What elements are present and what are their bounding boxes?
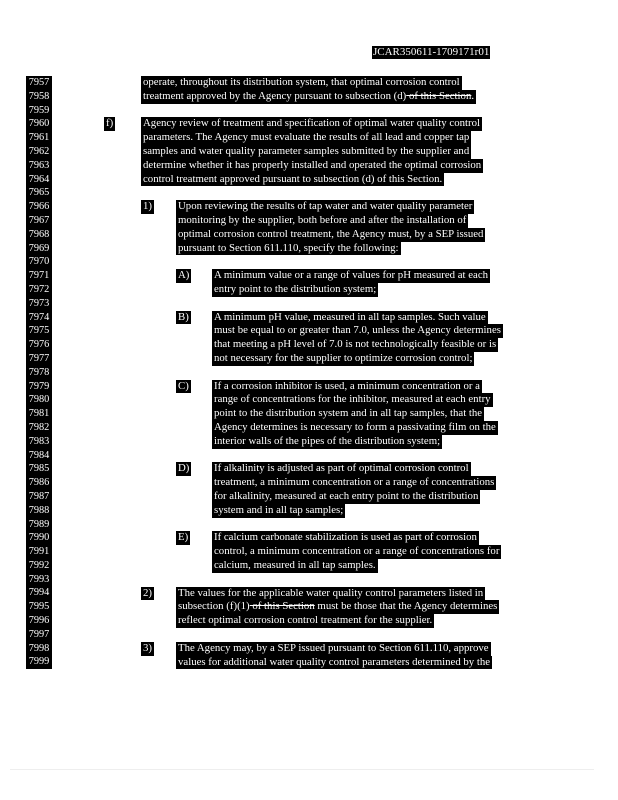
line-number: 7978 [28,366,50,378]
line-number: 7992 [28,559,50,571]
text-line: pursuant to Section 611.110, specify the following: [178,241,399,254]
line-number: 7966 [28,201,50,213]
struck-text: of this Section [249,600,315,613]
line-number: 7957 [28,77,50,88]
line-number: 7969 [28,242,50,254]
line-number: 7958 [28,90,50,102]
text-line: A minimum value or a range of values for pH measured at each [214,269,489,282]
text-line: calcium, measured in all tap samples. [214,558,376,571]
subsection-f-label: f) [106,117,114,130]
line-number: 7968 [28,228,50,240]
line-number: 7993 [28,573,50,585]
line-number: 7971 [28,270,50,282]
line-number: 7999 [28,656,50,668]
line-number: 7997 [28,628,50,640]
line-number: 7977 [28,352,50,364]
line-number: 7984 [28,449,50,461]
line-number: 7976 [28,339,50,351]
text-line: point to the distribution system and in all tap samples, that the [214,407,483,420]
item-c-paragraph [212,380,498,449]
text-line: that meeting a pH level of 7.0 is not technologically feasible or is [214,338,497,351]
item-d-label: D) [178,462,190,475]
line-number: 7979 [28,380,50,392]
item-a-label: A) [178,269,190,282]
line-number: 7987 [28,490,50,502]
line-number: 7996 [28,615,50,627]
line-number: 7965 [28,187,50,199]
text-line: optimal corrosion control treatment, the Agency must, by a SEP issued [178,227,484,240]
line-number: 7973 [28,297,50,309]
item-b-label: B) [178,310,189,323]
text-line: for alkalinity, measured at each entry point to the distribution [214,489,479,502]
line-number: 7967 [28,214,50,226]
item-d-paragraph [212,462,496,517]
text-line: parameters. The Agency must evaluate the results of all lead and copper tap [143,131,470,144]
line-number: 7994 [28,587,50,599]
line-number: 7983 [28,435,50,447]
text-line: system and in all tap samples; [214,503,344,516]
text-line: Upon reviewing the results of tap water and water quality parameter [178,200,473,213]
item-2-label: 2) [143,586,152,599]
line-number: 7962 [28,145,50,157]
text-line: subsection (f)(1) of this Section must be those that the Agency determines [178,600,498,613]
line-number: 7960 [28,118,50,130]
text-line: treatment, a minimum concentration or a range of concentrations [214,476,495,489]
text-line: samples and water quality parameter samples submitted by the supplier and [143,144,470,157]
footer-divider [10,769,594,770]
line-number: 7998 [28,642,50,654]
line-number: 7985 [28,463,50,475]
item-e-paragraph [212,531,501,572]
text-line: Agency review of treatment and specification of optimal water quality control [143,117,480,130]
item-1-paragraph [176,200,485,255]
text-line: must be equal to or greater than 7.0, unless the Agency determines [214,324,501,337]
item-3-label: 3) [143,641,152,654]
text-line: treatment approved by the Agency pursuant to subsection (d) of this Section. [143,89,475,102]
text-line: If calcium carbonate stabilization is used as part of corrosion [214,531,477,544]
line-number: 7986 [28,477,50,489]
line-number: 7963 [28,159,50,171]
line-number: 7959 [28,104,50,116]
line-number: 7990 [28,532,50,544]
item-a-paragraph [212,269,490,297]
item-c-label: C) [178,379,189,392]
line-number: 7981 [28,408,50,420]
line-number: 7970 [28,256,50,268]
text-line: monitoring by the supplier, both before and after the installation of [178,213,467,226]
text-line: control treatment approved pursuant to subsection (d) of this Section. [143,172,443,185]
subsection-f-paragraph [141,117,483,186]
intro-paragraph [141,76,476,104]
line-number: 7989 [28,518,50,530]
text-line: not necessary for the supplier to optimize corrosion control; [214,351,473,364]
item-e-label: E) [178,531,189,544]
text-line: If a corrosion inhibitor is used, a minimum concentration or a [214,379,480,392]
text-line: values for additional water quality control parameters determined by the [178,655,491,668]
line-number: 7975 [28,325,50,337]
line-number-column [26,76,52,669]
line-number: 7964 [28,173,50,185]
item-2-paragraph [176,587,499,628]
text-line: The values for the applicable water quality control parameters listed in [178,586,484,599]
document-header-code: JCAR350611-1709171r01 [373,46,490,58]
item-b-paragraph [212,311,503,366]
text-line: range of concentrations for the inhibitor, measured at each entry [214,393,491,406]
item-3-paragraph [176,642,492,670]
struck-text: of this Section [406,89,472,102]
line-number: 7961 [28,132,50,144]
item-1-label: 1) [143,200,152,213]
line-number: 7972 [28,283,50,295]
text-line: reflect optimal corrosion control treatment for the supplier. [178,614,433,627]
text-line: The Agency may, by a SEP issued pursuant to Section 611.110, approve [178,641,489,654]
line-number: 7991 [28,546,50,558]
text-line: A minimum pH value, measured in all tap samples. Such value [214,310,486,323]
line-number: 7982 [28,421,50,433]
text-line: control, a minimum concentration or a range of concentrations for [214,545,500,558]
text-line: entry point to the distribution system; [214,282,377,295]
line-number: 7974 [28,311,50,323]
text-line: operate, throughout its distribution system, that optimal corrosion control [143,76,460,88]
text-line: interior walls of the pipes of the distribution system; [214,434,441,447]
line-number: 7988 [28,504,50,516]
text-line: determine whether it has properly installed and operated the optimal corrosion [143,158,482,171]
line-number: 7980 [28,394,50,406]
text-line: Agency determines is necessary to form a passivating film on the [214,420,496,433]
text-line: If alkalinity is adjusted as part of optimal corrosion control [214,462,469,475]
line-number: 7995 [28,601,50,613]
